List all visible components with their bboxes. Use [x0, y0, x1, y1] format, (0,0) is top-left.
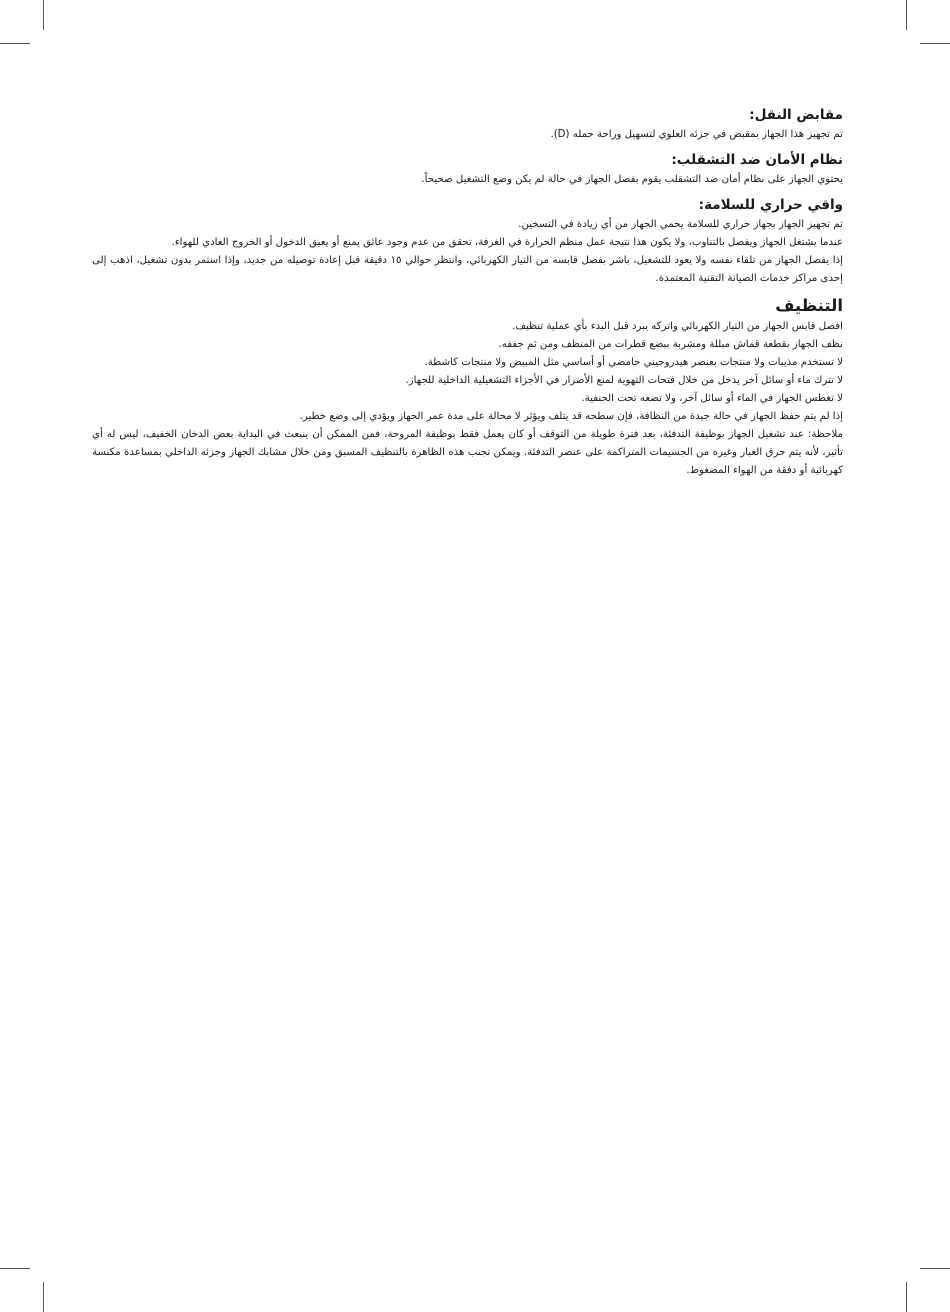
cleaning-section: [92, 294, 843, 480]
transport-handles-text: تم تجهيز هذا الجهاز بمقبض في جزئه العلوي لتسهيل وراحة حمله (D).: [550, 129, 843, 140]
crop-mark-bottom-right-horizontal: [920, 1268, 950, 1269]
anti-tip-section: [92, 149, 843, 189]
crop-mark-top-right-horizontal: [920, 43, 950, 44]
cleaning-text-1: افصل قابس الجهاز من التيار الكهربائي واتركه يبرد قبل البدء بأي عملية تنظيف.: [512, 321, 843, 332]
cleaning-text-5: لا تغطس الجهاز في الماء أو سائل آخر، ولا تضعه تحت الحنفية.: [581, 393, 843, 404]
thermal-protector-text-3: إذا يفصل الجهاز من تلقاء نفسه ولا يعود للتشغيل، باشر بفصل قابسه من التيار الكهربائي، وانتظر حوالي ١٥ دقيقة قبل إعادة توصيله من جديد، وإذا استمر بدون تشغيل، اذهب إلى إحدى مراكز خدمات الصيانة التقنية المعتمدة.: [92, 255, 843, 284]
thermal-protector-text-2: عندما يشتغل الجهاز ويفصل بالتناوب، ولا يكون هذا نتيجة عمل منظم الحرارة في الغرفة، تحقق من عدم وجود عائق يمنع أو يعيق الدخول أو الخروج العادي للهواء.: [171, 237, 843, 248]
cleaning-text-6: إذا لم يتم حفظ الجهاز في حالة جيدة من النظافة، فإن سطحه قد يتلف ويؤثر لا محالة على مدة عمر الجهاز ويؤدي إلى وضع خطير.: [299, 411, 843, 422]
transport-handles-heading: مقابض النقل:: [749, 107, 843, 123]
cleaning-text-3: لا تستخدم مذيبات ولا منتجات بعنصر هيدروجيني حامضي أو أساسي مثل المبيض ولا منتجات كاشطة.: [424, 357, 843, 368]
anti-tip-heading: نظام الأمان ضد التشقلب:: [671, 152, 843, 168]
crop-mark-top-right-vertical: [906, 0, 907, 30]
thermal-protector-section: [92, 194, 843, 288]
anti-tip-text: يحتوي الجهاز على نظام أمان ضد التشقلب يقوم بفصل الجهاز في حالة لم يكن وضع التشغيل صحيحاً.: [421, 174, 843, 185]
crop-mark-bottom-left-horizontal: [0, 1268, 30, 1269]
thermal-protector-text-1: تم تجهيز الجهاز بجهاز حراري للسلامة يحمي الجهاز من أي زيادة في التسخين.: [518, 219, 843, 230]
transport-handles-section: [92, 104, 843, 144]
cleaning-text-2: نظف الجهاز بقطعة قماش مبللة ومشربة ببضع قطرات من المنظف ومن ثم جففه.: [498, 339, 843, 350]
cleaning-heading: التنظيف: [775, 296, 843, 315]
thermal-protector-heading: واقي حراري للسلامة:: [698, 197, 843, 213]
crop-mark-top-left-horizontal: [0, 43, 30, 44]
crop-mark-top-left-vertical: [43, 0, 44, 30]
cleaning-text-4: لا تترك ماء أو سائل آخر يدخل من خلال فتحات التهوية لمنع الأضرار في الأجزاء التشغيلية الداخلية للجهاز.: [405, 375, 843, 386]
document-body: [92, 104, 843, 480]
cleaning-note: ملاحظة: عند تشغيل الجهاز بوظيفة التدفئة، بعد فترة طويلة من التوقف أو كان يعمل فقط بوظيفة المروحة، فمن الممكن أن ينبعث في البداية بعض الدخان الخفيف، ليس له أي تأثير، لأنه يتم حرق الغبار وغيره من الجسيمات المتراكمة على عنصر التدفئة. ويمكن تجنب هذه الظاهرة بالتنظيف المسبق ومن خلال مشابك الجهاز وجزئه الداخلي بمساعدة مكنسة كهربائية أو دفقة من الهواء المضغوط.: [92, 429, 843, 476]
crop-mark-bottom-right-vertical: [906, 1282, 907, 1312]
crop-mark-bottom-left-vertical: [43, 1282, 44, 1312]
